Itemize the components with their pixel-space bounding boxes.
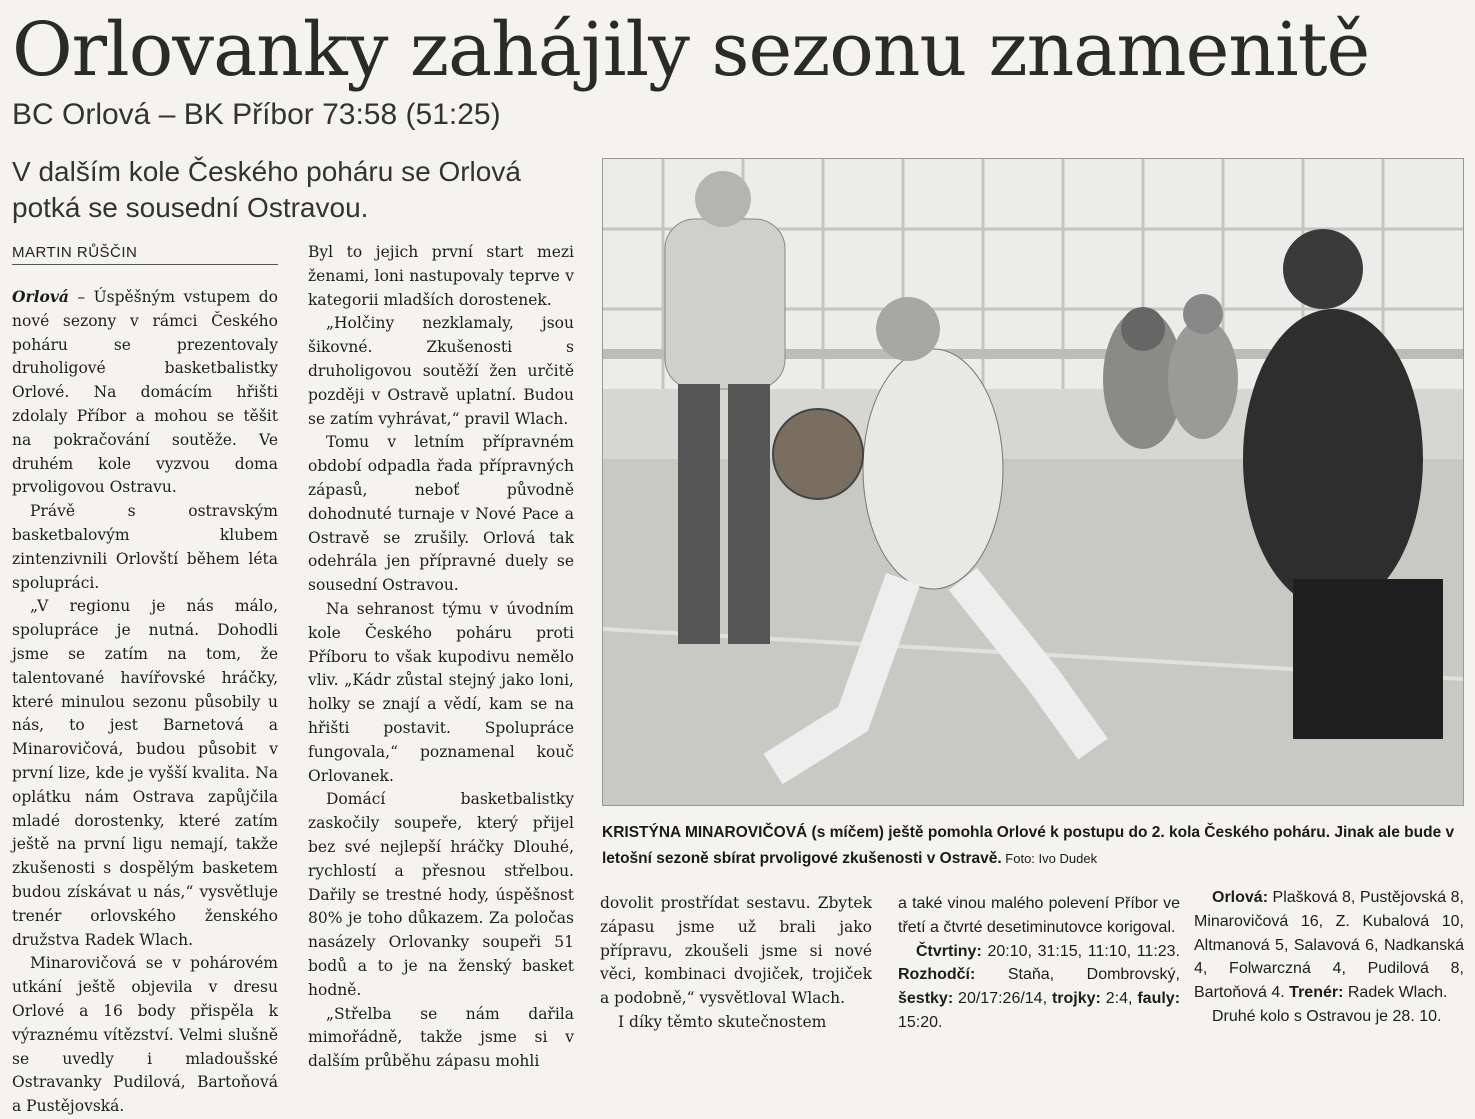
free-throws-value: 20/17:26/14, — [953, 990, 1052, 1008]
paragraph: Na sehranost týmu v úvodním kole Českého poháru proti Příboru to však kupodivu nemělo vliv. „Kádr zůstal stejný jako loni, holky se znají a vědí, kam se na hřišti postavit. Spolupráce fungovala,“ poznamenal kouč Orlovanek. — [308, 599, 574, 785]
paragraph: a také vinou malého polevení Příbor ve třetí a čtvrté desetiminutovce korigoval. — [898, 895, 1180, 936]
photo-caption — [602, 820, 1462, 872]
paragraph: Minarovičová se v pohárovém utkání ještě objevila v dresu Orlové a 16 body přispěla k výraznému vítězství. Velmi slušně se uvedly i mladoušské Ostravanky Pudilová, Bartoňová a Pustějovská. — [12, 954, 278, 1116]
article-column-1 — [12, 285, 278, 1116]
paragraph: Domácí basketbalistky zaskočily soupeře, který přijel bez své nejlepší hráčky Dlouhé, rychlostí a přesnou střelbou. Dařily se trestné hody, úspěšnost 80% je toho důkazem. Za poločas nasázely Orlovanky soupeři 51 bodů a to je na ženský basket hodně. — [308, 790, 574, 999]
threes-label: trojky: — [1051, 990, 1101, 1008]
coach-name: Radek Wlach. — [1343, 984, 1448, 1002]
coach-label: Trenér: — [1289, 984, 1344, 1002]
article-column-3 — [600, 892, 872, 1042]
paragraph: I díky těmto skutečnostem — [618, 1012, 827, 1031]
paragraph: Právě s ostravským basketbalovým klubem zintenzivnili Orlovští během léta spolupráci. — [12, 502, 278, 592]
next-game-note: Druhé kolo s Ostravou je 28. 10. — [1212, 1007, 1442, 1025]
team-label: Orlová: — [1212, 889, 1269, 906]
threes-value: 2:4, — [1100, 990, 1138, 1008]
lead-paragraph: V dalším kole Českého poháru se Orlová potká se sousední Ostravou. — [12, 156, 521, 223]
paragraph: Byl to jejich první start mezi ženami, loni nastupovaly teprve v kategorii mladších dorostenek. — [308, 243, 574, 309]
quarters-value: 20:10, 31:15, 11:10, 11:23. — [981, 942, 1180, 960]
fouls-value: 15:20. — [898, 1013, 943, 1031]
players-list: Plašková 8, Pustějovská 8, Minarovičová 16, Z. Kubalová 10, Altmanová 5, Salavová 6, Nadkanská 4, Folwarczná 4, Pudilová 8, Bartoňová 4. — [1194, 889, 1464, 1002]
paragraph: „Holčiny nezklamaly, jsou šikovné. Zkušenosti s druholigovou soutěží žen určitě později v Ostravě uplatní. Budou se zatím vyhrávat,“ pravil Wlach. — [308, 314, 574, 428]
article-column-5 — [1194, 886, 1464, 1042]
team-roster — [1194, 886, 1464, 1005]
fouls-label: fauly: — [1137, 990, 1181, 1008]
author-byline: MARTIN RŮŠČIN — [12, 244, 278, 265]
paragraph: dovolit prostřídat sestavu. Zbytek zápasu jsme už brali jako přípravu, zkoušeli jsme si nové věci, kombinaci dvojiček, trojiček a podobně,“ vysvětloval Wlach. — [600, 894, 872, 1008]
free-throws-label: šestky: — [898, 990, 954, 1008]
headline: Orlovanky zahájily sezonu znamenitě — [12, 7, 1370, 93]
caption-name: KRISTÝNA MINAROVIČOVÁ — [602, 824, 808, 841]
paragraph-text: – Úspěšným vstupem do nové sezony v rámci Českého poháru se prezentovaly druholigové basketbalistky Orlové. Na domácím hřišti zdolaly Příbor a mohou se těšit na pokračování soutěže. Ve druhém kole vyzvou doma prvoligovou Ostravu. — [12, 288, 278, 497]
referees-value: Staňa, Dombrovský, — [975, 966, 1180, 984]
article-column-2 — [308, 241, 574, 1071]
referees-label: Rozhodčí: — [898, 966, 976, 984]
match-stats — [898, 940, 1180, 1035]
dateline: Orlová — [12, 287, 69, 306]
quarters-label: Čtvrtiny: — [916, 942, 982, 960]
paragraph: „Střelba se nám dařila mimořádně, takže jsme si v dalším průběhu zápasu mohli — [308, 1004, 574, 1071]
photo-credit: Foto: Ivo Dudek — [1001, 851, 1098, 866]
paragraph: „V regionu je nás málo, spolupráce je nutná. Dohodli jsme se zatím na tom, že talentované havířovské hráčky, které minulou sezonu působily u nás, to jest Barnetová a Minarovičová, budou působit v první lize, kde je vyšší kvalita. Na oplátku nám Ostrava zapůjčila mladé dorostenky, které zatím ještě na první ligu nemají, takže zkušenosti s dospělým basketem budou získávat u nás,“ vysvětluje trenér orlovského ženského družstva Radek Wlach. — [12, 597, 278, 949]
caption-text: (s míčem) ještě pomohla Orlové k postupu do 2. kola Českého poháru. Jinak ale bude v letošní sezoně sbírat prvoligové zkušenosti v Ostravě. — [602, 824, 1455, 867]
article-column-4 — [898, 892, 1180, 1042]
paragraph — [12, 285, 278, 500]
game-photo — [602, 158, 1464, 806]
basketball-game-image — [603, 159, 1463, 805]
match-score-subhead: BC Orlová – BK Příbor 73:58 (51:25) — [12, 98, 501, 131]
paragraph: Tomu v letním přípravném období odpadla řada přípravných zápasů, neboť původně dohodnuté turnaje v Nové Pace a Ostravě se zrušily. Orlová tak odehrála jen přípravné duely se sousední Ostravou. — [308, 433, 574, 595]
